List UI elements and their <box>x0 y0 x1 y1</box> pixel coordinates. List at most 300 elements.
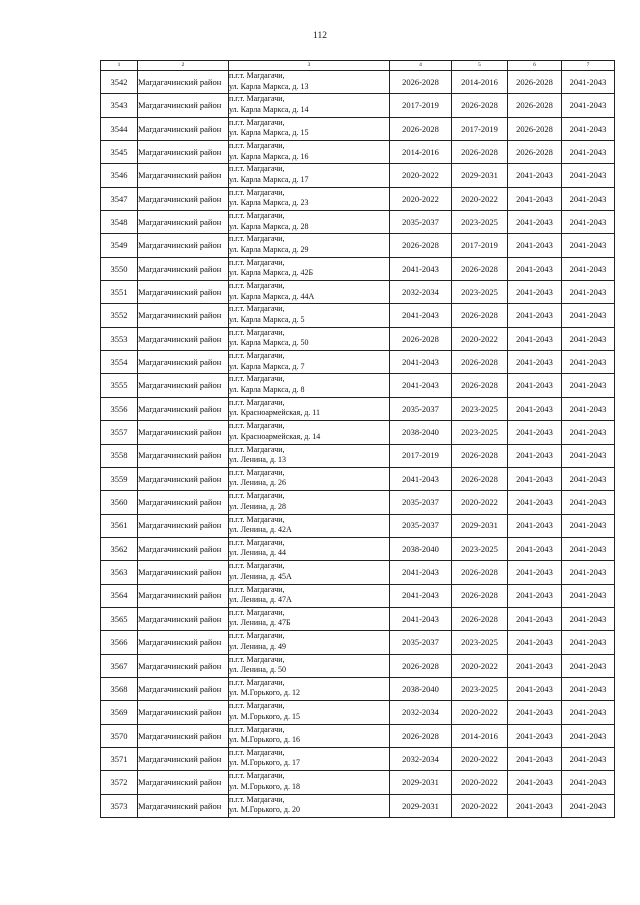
table-row <box>101 537 615 560</box>
row-number: 3543 <box>101 94 138 117</box>
period-col5-cell: 2026-2028 <box>452 304 508 327</box>
table-row <box>101 281 615 304</box>
period-col7-cell: 2041-2043 <box>562 537 615 560</box>
table-row <box>101 631 615 654</box>
table-row <box>101 654 615 677</box>
street-line: ул. М.Горького, д. 12 <box>229 688 300 698</box>
settlement-line: п.г.т. Магдагачи, <box>229 327 285 337</box>
district-cell: Магдагачинский район <box>138 327 229 350</box>
address-cell <box>229 397 390 420</box>
row-number: 3563 <box>101 561 138 584</box>
address-cell <box>229 747 390 770</box>
column-number-row <box>101 61 615 71</box>
district-cell: Магдагачинский район <box>138 234 229 257</box>
period-col4-cell: 2026-2028 <box>390 724 452 747</box>
row-number: 3560 <box>101 491 138 514</box>
district-cell: Магдагачинский район <box>138 304 229 327</box>
district-cell: Магдагачинский район <box>138 141 229 164</box>
row-number: 3548 <box>101 211 138 234</box>
address-cell <box>229 491 390 514</box>
column-header: 3 <box>229 61 390 71</box>
period-col5-cell: 2026-2028 <box>452 561 508 584</box>
settlement-line: п.г.т. Магдагачи, <box>229 164 285 174</box>
table-body <box>101 71 615 818</box>
period-col5-cell: 2020-2022 <box>452 747 508 770</box>
period-col5-cell: 2020-2022 <box>452 491 508 514</box>
district-cell: Магдагачинский район <box>138 537 229 560</box>
settlement-line: п.г.т. Магдагачи, <box>229 747 285 757</box>
address-cell <box>229 141 390 164</box>
settlement-line: п.г.т. Магдагачи, <box>229 374 285 384</box>
period-col7-cell: 2041-2043 <box>562 491 615 514</box>
address-cell <box>229 211 390 234</box>
period-col6-cell: 2041-2043 <box>508 327 562 350</box>
settlement-line: п.г.т. Магдагачи, <box>229 724 285 734</box>
period-col7-cell: 2041-2043 <box>562 281 615 304</box>
street-line: ул. Ленина, д. 13 <box>229 455 287 464</box>
address-cell <box>229 374 390 397</box>
period-col6-cell: 2041-2043 <box>508 257 562 280</box>
district-cell: Магдагачинский район <box>138 164 229 187</box>
period-col7-cell: 2041-2043 <box>562 141 615 164</box>
period-col5-cell: 2023-2025 <box>452 421 508 444</box>
period-col4-cell: 2017-2019 <box>390 444 452 467</box>
period-col6-cell: 2041-2043 <box>508 514 562 537</box>
period-col6-cell: 2041-2043 <box>508 584 562 607</box>
address-cell <box>229 514 390 537</box>
period-col5-cell: 2026-2028 <box>452 374 508 397</box>
street-line: ул. Ленина, д. 50 <box>229 665 287 675</box>
row-number: 3551 <box>101 281 138 304</box>
settlement-line: п.г.т. Магдагачи, <box>229 654 285 664</box>
settlement-line: п.г.т. Магдагачи, <box>229 561 285 571</box>
address-cell <box>229 654 390 677</box>
period-col6-cell: 2041-2043 <box>508 444 562 467</box>
period-col6-cell: 2026-2028 <box>508 117 562 140</box>
address-cell <box>229 631 390 654</box>
district-cell: Магдагачинский район <box>138 771 229 794</box>
period-col5-cell: 2026-2028 <box>452 351 508 374</box>
period-col4-cell: 2035-2037 <box>390 211 452 234</box>
settlement-line: п.г.т. Магдагачи, <box>229 187 285 197</box>
address-cell <box>229 94 390 117</box>
column-header: 1 <box>101 61 138 71</box>
table-row <box>101 94 615 117</box>
period-col5-cell: 2023-2025 <box>452 397 508 420</box>
street-line: ул. Карла Маркса, д. 14 <box>229 104 309 114</box>
period-col7-cell: 2041-2043 <box>562 304 615 327</box>
period-col6-cell: 2041-2043 <box>508 607 562 630</box>
district-cell: Магдагачинский район <box>138 421 229 444</box>
table-row <box>101 584 615 607</box>
settlement-line: п.г.т. Магдагачи, <box>229 467 285 477</box>
period-col6-cell: 2041-2043 <box>508 771 562 794</box>
table-row <box>101 677 615 700</box>
district-cell: Магдагачинский район <box>138 654 229 677</box>
period-col5-cell: 2020-2022 <box>452 654 508 677</box>
table-row <box>101 444 615 467</box>
period-col6-cell: 2041-2043 <box>508 234 562 257</box>
district-cell: Магдагачинский район <box>138 747 229 770</box>
district-cell: Магдагачинский район <box>138 351 229 374</box>
street-line: ул. Карла Маркса, д. 50 <box>229 338 309 348</box>
period-col7-cell: 2041-2043 <box>562 584 615 607</box>
settlement-line: п.г.т. Магдагачи, <box>229 584 285 594</box>
period-col6-cell: 2041-2043 <box>508 631 562 654</box>
district-cell: Магдагачинский район <box>138 561 229 584</box>
district-cell: Магдагачинский район <box>138 794 229 817</box>
period-col7-cell: 2041-2043 <box>562 374 615 397</box>
period-col4-cell: 2026-2028 <box>390 117 452 140</box>
table-row <box>101 211 615 234</box>
period-col6-cell: 2041-2043 <box>508 654 562 677</box>
period-col5-cell: 2014-2016 <box>452 71 508 94</box>
housing-register-table <box>100 60 615 818</box>
period-col6-cell: 2041-2043 <box>508 211 562 234</box>
district-cell: Магдагачинский район <box>138 94 229 117</box>
period-col7-cell: 2041-2043 <box>562 187 615 210</box>
period-col5-cell: 2023-2025 <box>452 211 508 234</box>
address-cell <box>229 444 390 467</box>
district-cell: Магдагачинский район <box>138 257 229 280</box>
period-col5-cell: 2023-2025 <box>452 631 508 654</box>
row-number: 3573 <box>101 794 138 817</box>
row-number: 3568 <box>101 677 138 700</box>
period-col4-cell: 2029-2031 <box>390 771 452 794</box>
district-cell: Магдагачинский район <box>138 397 229 420</box>
street-line: ул. Карла Маркса, д. 17 <box>229 174 309 184</box>
row-number: 3542 <box>101 71 138 94</box>
period-col7-cell: 2041-2043 <box>562 351 615 374</box>
row-number: 3571 <box>101 747 138 770</box>
district-cell: Магдагачинский район <box>138 211 229 234</box>
street-line: ул. Карла Маркса, д. 29 <box>229 244 309 254</box>
address-cell <box>229 234 390 257</box>
period-col4-cell: 2041-2043 <box>390 561 452 584</box>
settlement-line: п.г.т. Магдагачи, <box>229 794 285 804</box>
settlement-line: п.г.т. Магдагачи, <box>229 94 285 104</box>
row-number: 3565 <box>101 607 138 630</box>
district-cell: Магдагачинский район <box>138 117 229 140</box>
page-number: 112 <box>313 31 327 41</box>
period-col7-cell: 2041-2043 <box>562 117 615 140</box>
period-col4-cell: 2035-2037 <box>390 397 452 420</box>
period-col7-cell: 2041-2043 <box>562 327 615 350</box>
period-col4-cell: 2020-2022 <box>390 187 452 210</box>
period-col6-cell: 2041-2043 <box>508 467 562 490</box>
column-header: 7 <box>562 61 615 71</box>
settlement-line: п.г.т. Магдагачи, <box>229 421 285 431</box>
settlement-line: п.г.т. Магдагачи, <box>229 771 285 781</box>
period-col4-cell: 2035-2037 <box>390 631 452 654</box>
period-col5-cell: 2020-2022 <box>452 187 508 210</box>
table-row <box>101 514 615 537</box>
row-number: 3557 <box>101 421 138 444</box>
period-col4-cell: 2029-2031 <box>390 794 452 817</box>
district-cell: Магдагачинский район <box>138 374 229 397</box>
street-line: ул. Карла Маркса, д. 5 <box>229 314 305 324</box>
street-line: ул. Карла Маркса, д. 8 <box>229 384 305 394</box>
street-line: ул. Карла Маркса, д. 16 <box>229 151 309 161</box>
period-col7-cell: 2041-2043 <box>562 211 615 234</box>
row-number: 3555 <box>101 374 138 397</box>
period-col7-cell: 2041-2043 <box>562 607 615 630</box>
row-number: 3545 <box>101 141 138 164</box>
period-col5-cell: 2026-2028 <box>452 94 508 117</box>
address-cell <box>229 304 390 327</box>
row-number: 3562 <box>101 537 138 560</box>
row-number: 3561 <box>101 514 138 537</box>
row-number: 3549 <box>101 234 138 257</box>
street-line: ул. М.Горького, д. 17 <box>229 758 300 768</box>
district-cell: Магдагачинский район <box>138 444 229 467</box>
period-col7-cell: 2041-2043 <box>562 514 615 537</box>
period-col7-cell: 2041-2043 <box>562 677 615 700</box>
table-row <box>101 701 615 724</box>
period-col5-cell: 2026-2028 <box>452 257 508 280</box>
district-cell: Магдагачинский район <box>138 514 229 537</box>
street-line: ул. Карла Маркса, д. 44А <box>229 291 315 301</box>
period-col5-cell: 2020-2022 <box>452 701 508 724</box>
period-col6-cell: 2041-2043 <box>508 281 562 304</box>
row-number: 3554 <box>101 351 138 374</box>
period-col6-cell: 2041-2043 <box>508 724 562 747</box>
table-row <box>101 304 615 327</box>
period-col4-cell: 2041-2043 <box>390 607 452 630</box>
period-col6-cell: 2041-2043 <box>508 187 562 210</box>
period-col5-cell: 2017-2019 <box>452 234 508 257</box>
settlement-line: п.г.т. Магдагачи, <box>229 701 285 711</box>
period-col4-cell: 2020-2022 <box>390 164 452 187</box>
period-col7-cell: 2041-2043 <box>562 561 615 584</box>
street-line: ул. Ленина, д. 28 <box>229 501 287 511</box>
district-cell: Магдагачинский район <box>138 701 229 724</box>
table-row <box>101 421 615 444</box>
row-number: 3569 <box>101 701 138 724</box>
row-number: 3564 <box>101 584 138 607</box>
street-line: ул. Карла Маркса, д. 28 <box>229 221 309 231</box>
period-col6-cell: 2026-2028 <box>508 94 562 117</box>
period-col4-cell: 2038-2040 <box>390 421 452 444</box>
settlement-line: п.г.т. Магдагачи, <box>229 537 285 547</box>
period-col5-cell: 2014-2016 <box>452 724 508 747</box>
street-line: ул. Карла Маркса, д. 7 <box>229 361 305 371</box>
period-col4-cell: 2041-2043 <box>390 374 452 397</box>
address-cell <box>229 71 390 94</box>
row-number: 3558 <box>101 444 138 467</box>
period-col4-cell: 2026-2028 <box>390 234 452 257</box>
period-col7-cell: 2041-2043 <box>562 654 615 677</box>
street-line: ул. Ленина, д. 47Б <box>229 618 291 628</box>
period-col7-cell: 2041-2043 <box>562 234 615 257</box>
period-col4-cell: 2041-2043 <box>390 257 452 280</box>
period-col4-cell: 2026-2028 <box>390 327 452 350</box>
district-cell: Магдагачинский район <box>138 677 229 700</box>
row-number: 3572 <box>101 771 138 794</box>
table-row <box>101 467 615 490</box>
period-col5-cell: 2017-2019 <box>452 117 508 140</box>
address-cell <box>229 467 390 490</box>
period-col6-cell: 2041-2043 <box>508 491 562 514</box>
period-col5-cell: 2020-2022 <box>452 327 508 350</box>
period-col5-cell: 2029-2031 <box>452 514 508 537</box>
settlement-line: п.г.т. Магдагачи, <box>229 71 285 80</box>
period-col4-cell: 2032-2034 <box>390 281 452 304</box>
row-number: 3566 <box>101 631 138 654</box>
settlement-line: п.г.т. Магдагачи, <box>229 607 285 617</box>
period-col6-cell: 2041-2043 <box>508 677 562 700</box>
period-col7-cell: 2041-2043 <box>562 701 615 724</box>
row-number: 3550 <box>101 257 138 280</box>
period-col4-cell: 2041-2043 <box>390 584 452 607</box>
period-col5-cell: 2026-2028 <box>452 141 508 164</box>
period-col6-cell: 2041-2043 <box>508 747 562 770</box>
period-col7-cell: 2041-2043 <box>562 421 615 444</box>
district-cell: Магдагачинский район <box>138 281 229 304</box>
period-col5-cell: 2026-2028 <box>452 584 508 607</box>
table-row <box>101 117 615 140</box>
settlement-line: п.г.т. Магдагачи, <box>229 351 285 361</box>
address-cell <box>229 351 390 374</box>
address-cell <box>229 607 390 630</box>
period-col7-cell: 2041-2043 <box>562 164 615 187</box>
district-cell: Магдагачинский район <box>138 631 229 654</box>
district-cell: Магдагачинский район <box>138 584 229 607</box>
period-col7-cell: 2041-2043 <box>562 397 615 420</box>
address-cell <box>229 421 390 444</box>
period-col5-cell: 2023-2025 <box>452 281 508 304</box>
table-row <box>101 234 615 257</box>
settlement-line: п.г.т. Магдагачи, <box>229 304 285 314</box>
street-line: ул. Ленина, д. 47А <box>229 595 292 605</box>
period-col4-cell: 2041-2043 <box>390 304 452 327</box>
table-row <box>101 794 615 817</box>
period-col4-cell: 2026-2028 <box>390 654 452 677</box>
settlement-line: п.г.т. Магдагачи, <box>229 444 285 454</box>
street-line: ул. М.Горького, д. 18 <box>229 781 300 791</box>
period-col5-cell: 2020-2022 <box>452 794 508 817</box>
row-number: 3547 <box>101 187 138 210</box>
table-row <box>101 351 615 374</box>
table-row <box>101 327 615 350</box>
table-row <box>101 397 615 420</box>
address-cell <box>229 327 390 350</box>
address-cell <box>229 164 390 187</box>
street-line: ул. Ленина, д. 44 <box>229 548 287 558</box>
period-col7-cell: 2041-2043 <box>562 94 615 117</box>
settlement-line: п.г.т. Магдагачи, <box>229 141 285 151</box>
period-col6-cell: 2041-2043 <box>508 701 562 724</box>
period-col4-cell: 2017-2019 <box>390 94 452 117</box>
period-col7-cell: 2041-2043 <box>562 724 615 747</box>
street-line: ул. М.Горького, д. 20 <box>229 805 300 815</box>
period-col5-cell: 2023-2025 <box>452 537 508 560</box>
period-col6-cell: 2041-2043 <box>508 374 562 397</box>
period-col6-cell: 2026-2028 <box>508 141 562 164</box>
period-col4-cell: 2038-2040 <box>390 537 452 560</box>
street-line: ул. Ленина, д. 26 <box>229 478 287 488</box>
street-line: ул. Красноармейская, д. 14 <box>229 431 321 441</box>
settlement-line: п.г.т. Магдагачи, <box>229 631 285 641</box>
period-col4-cell: 2026-2028 <box>390 71 452 94</box>
settlement-line: п.г.т. Магдагачи, <box>229 234 285 244</box>
table-row <box>101 607 615 630</box>
period-col7-cell: 2041-2043 <box>562 631 615 654</box>
street-line: ул. Карла Маркса, д. 13 <box>229 81 309 91</box>
period-col6-cell: 2041-2043 <box>508 421 562 444</box>
table-row <box>101 71 615 94</box>
table-row <box>101 491 615 514</box>
period-col5-cell: 2026-2028 <box>452 467 508 490</box>
street-line: ул. Карла Маркса, д. 23 <box>229 198 309 208</box>
address-cell <box>229 794 390 817</box>
period-col4-cell: 2035-2037 <box>390 491 452 514</box>
row-number: 3553 <box>101 327 138 350</box>
table-row <box>101 771 615 794</box>
table-row <box>101 187 615 210</box>
table-row <box>101 164 615 187</box>
row-number: 3546 <box>101 164 138 187</box>
address-cell <box>229 281 390 304</box>
period-col4-cell: 2035-2037 <box>390 514 452 537</box>
period-col4-cell: 2014-2016 <box>390 141 452 164</box>
settlement-line: п.г.т. Магдагачи, <box>229 397 285 407</box>
street-line: ул. М.Горького, д. 16 <box>229 735 300 745</box>
row-number: 3552 <box>101 304 138 327</box>
period-col4-cell: 2041-2043 <box>390 351 452 374</box>
settlement-line: п.г.т. Магдагачи, <box>229 211 285 221</box>
table-row <box>101 141 615 164</box>
period-col6-cell: 2041-2043 <box>508 537 562 560</box>
district-cell: Магдагачинский район <box>138 607 229 630</box>
street-line: ул. Карла Маркса, д. 42Б <box>229 268 314 278</box>
period-col6-cell: 2041-2043 <box>508 304 562 327</box>
period-col6-cell: 2041-2043 <box>508 561 562 584</box>
settlement-line: п.г.т. Магдагачи, <box>229 117 285 127</box>
address-cell <box>229 187 390 210</box>
address-cell <box>229 257 390 280</box>
table-row <box>101 374 615 397</box>
district-cell: Магдагачинский район <box>138 467 229 490</box>
street-line: ул. Красноармейская, д. 11 <box>229 408 321 418</box>
district-cell: Магдагачинский район <box>138 491 229 514</box>
period-col7-cell: 2041-2043 <box>562 794 615 817</box>
address-cell <box>229 771 390 794</box>
period-col4-cell: 2038-2040 <box>390 677 452 700</box>
row-number: 3567 <box>101 654 138 677</box>
period-col7-cell: 2041-2043 <box>562 747 615 770</box>
row-number: 3556 <box>101 397 138 420</box>
table-row <box>101 724 615 747</box>
period-col4-cell: 2032-2034 <box>390 747 452 770</box>
period-col5-cell: 2020-2022 <box>452 771 508 794</box>
address-cell <box>229 677 390 700</box>
settlement-line: п.г.т. Магдагачи, <box>229 281 285 291</box>
table-row <box>101 561 615 584</box>
period-col7-cell: 2041-2043 <box>562 71 615 94</box>
period-col5-cell: 2026-2028 <box>452 444 508 467</box>
period-col6-cell: 2041-2043 <box>508 397 562 420</box>
period-col7-cell: 2041-2043 <box>562 444 615 467</box>
period-col4-cell: 2041-2043 <box>390 467 452 490</box>
period-col5-cell: 2026-2028 <box>452 607 508 630</box>
row-number: 3570 <box>101 724 138 747</box>
period-col6-cell: 2041-2043 <box>508 351 562 374</box>
row-number: 3544 <box>101 117 138 140</box>
column-header: 6 <box>508 61 562 71</box>
period-col7-cell: 2041-2043 <box>562 771 615 794</box>
row-number: 3559 <box>101 467 138 490</box>
